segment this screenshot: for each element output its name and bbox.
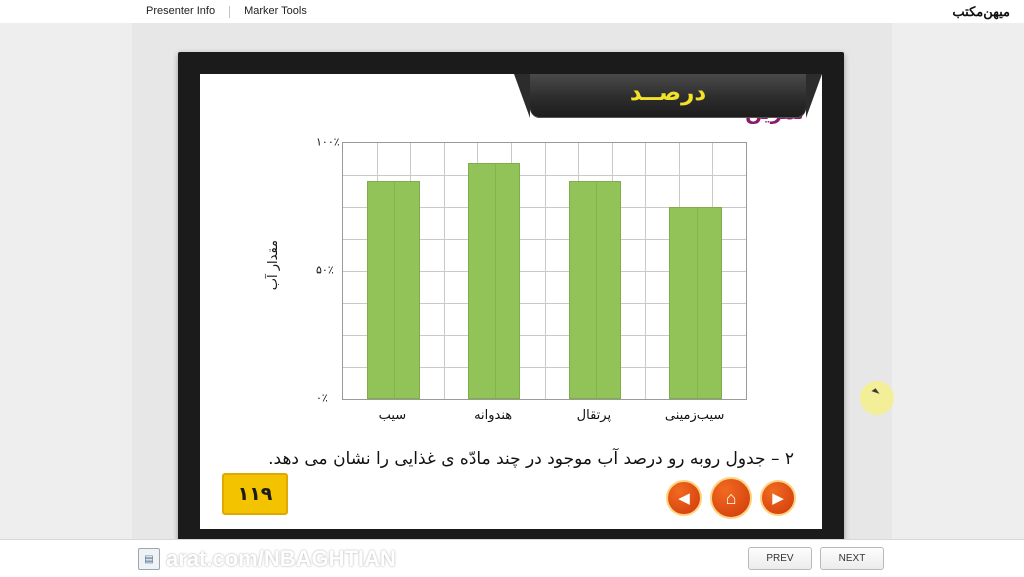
chart-x-tick-label: پرتقال — [576, 408, 612, 423]
slide-content — [200, 74, 822, 529]
next-button[interactable]: NEXT — [820, 547, 884, 570]
bottom-toolbar — [0, 539, 1024, 577]
cursor-highlight — [860, 381, 894, 415]
bottom-nav-buttons — [748, 547, 884, 570]
chart-y-tick-label: ۰٪ — [316, 391, 328, 405]
page-number-badge: ۱۱۹ — [222, 473, 288, 515]
bar-chart — [260, 136, 780, 436]
top-toolbar — [0, 0, 1024, 24]
slide-frame — [178, 52, 844, 554]
slide-navigation — [666, 477, 796, 519]
menu-item-presenter-info[interactable]: Presenter Info — [146, 5, 216, 17]
chart-bar — [367, 181, 419, 399]
chart-bar — [468, 163, 520, 399]
grid-line-horizontal — [343, 175, 746, 176]
slide-icon[interactable]: ▤ — [138, 548, 160, 570]
chart-bar — [569, 181, 621, 399]
chart-x-tick-label: سیب — [378, 408, 407, 423]
chart-bar — [669, 207, 721, 399]
chart-x-tick-label: هندوانه — [474, 408, 513, 423]
bar-center-line — [394, 182, 395, 398]
next-slide-button[interactable]: ▶ — [760, 480, 796, 516]
chart-y-axis-label: مقدار آب — [266, 240, 281, 291]
slide-title-tab — [530, 74, 806, 118]
top-toolbar-menu — [132, 0, 321, 23]
bar-center-line — [495, 164, 496, 398]
bar-center-line — [697, 208, 698, 398]
brand-label: میهن‌مکتب — [952, 4, 1010, 19]
presentation-stage — [0, 23, 1024, 539]
slide-caption: ۲ – جدول روبه رو درصد آب موجود در چند مادّه ی غذایی را نشان می دهد. — [268, 449, 794, 469]
home-button[interactable]: ⌂ — [710, 477, 752, 519]
bar-center-line — [596, 182, 597, 398]
chart-plot-area — [342, 142, 747, 400]
watermark-text: arat.com/NBAGHTIAN — [166, 546, 396, 571]
prev-slide-button[interactable]: ◀ — [666, 480, 702, 516]
prev-button[interactable]: PREV — [748, 547, 812, 570]
chart-x-tick-label: سیب‌زمینی — [664, 408, 725, 423]
menu-item-marker-tools[interactable]: Marker Tools — [244, 5, 307, 17]
chart-y-tick-label: ۵۰٪ — [316, 263, 334, 277]
slide-title: درصــد — [629, 80, 707, 106]
chart-y-tick-label: ۱۰۰٪ — [316, 135, 340, 149]
